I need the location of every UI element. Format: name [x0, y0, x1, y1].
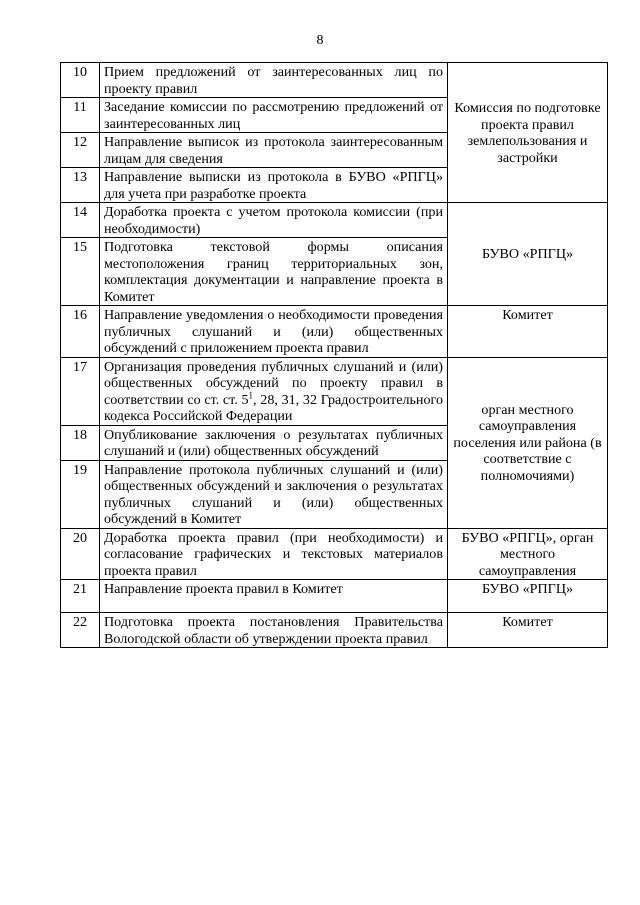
- superscript: 1: [248, 389, 254, 400]
- responsible-cell: Комитет: [448, 306, 608, 358]
- row-number: 19: [61, 460, 100, 528]
- table-row: [61, 63, 608, 98]
- page-number: 8: [316, 33, 324, 48]
- row-description: Доработка проекта с учетом протокола комиссии (при необходимости): [100, 203, 448, 238]
- row-description: Опубликование заключения о результатах публичных слушаний и (или) общественных обсуждений: [100, 425, 448, 460]
- row-description: [100, 357, 448, 425]
- row-number: 17: [61, 357, 100, 425]
- row-number: 20: [61, 528, 100, 580]
- responsible-cell: Комиссия по подготовке проекта правил землепользования и застройки: [448, 63, 608, 203]
- responsible-cell: БУВО «РПГЦ»: [448, 580, 608, 613]
- table-row: [61, 306, 608, 358]
- row-description: Доработка проекта правил (при необходимости) и согласование графических и текстовых материалов проекта правил: [100, 528, 448, 580]
- row-text-part: , 28, 31, 32 Градостроительного кодекса Российской Федерации: [104, 391, 443, 424]
- row-description: Направление протокола публичных слушаний и (или) общественных обсуждений и заключения о результатах публичных слушаний и (или) общественных обсуждений в Комитет: [100, 460, 448, 528]
- responsible-cell: Комитет: [448, 613, 608, 648]
- procedure-table: [60, 62, 608, 648]
- row-number: 18: [61, 425, 100, 460]
- row-number: 16: [61, 306, 100, 358]
- row-text-part: Организация проведения публичных слушаний и (или) общественных обсуждений по проекту правил в соответствии со ст. ст. 5: [104, 358, 443, 408]
- row-description: Прием предложений от заинтересованных лиц по проекту правил: [100, 63, 448, 98]
- row-number: 22: [61, 613, 100, 648]
- row-number: 21: [61, 580, 100, 613]
- table-row: [61, 580, 608, 613]
- row-description: Подготовка проекта постановления Правительства Вологодской области об утверждении проекта правил: [100, 613, 448, 648]
- row-number: 13: [61, 168, 100, 203]
- row-description: Направление выписок из протокола заинтересованным лицам для сведения: [100, 133, 448, 168]
- row-number: 11: [61, 98, 100, 133]
- row-description: Заседание комиссии по рассмотрению предложений от заинтересованных лиц: [100, 98, 448, 133]
- responsible-cell: БУВО «РПГЦ», орган местного самоуправления: [448, 528, 608, 580]
- responsible-cell: орган местного самоуправления поселения или района (в соответствие с полномочиями): [448, 357, 608, 528]
- row-number: 15: [61, 238, 100, 306]
- table-row: [61, 613, 608, 648]
- table-row: [61, 528, 608, 580]
- responsible-cell: БУВО «РПГЦ»: [448, 203, 608, 306]
- table-row: [61, 203, 608, 238]
- row-number: 14: [61, 203, 100, 238]
- table-row: [61, 357, 608, 425]
- row-description: Подготовка текстовой формы описания местоположения границ территориальных зон, комплектация документации и направление проекта в Комитет: [100, 238, 448, 306]
- row-description: Направление проекта правил в Комитет: [100, 580, 448, 613]
- row-description: Направление уведомления о необходимости проведения публичных слушаний и (или) общественных обсуждений с приложением проекта правил: [100, 306, 448, 358]
- row-description: Направление выписки из протокола в БУВО «РПГЦ» для учета при разработке проекта: [100, 168, 448, 203]
- row-number: 10: [61, 63, 100, 98]
- row-number: 12: [61, 133, 100, 168]
